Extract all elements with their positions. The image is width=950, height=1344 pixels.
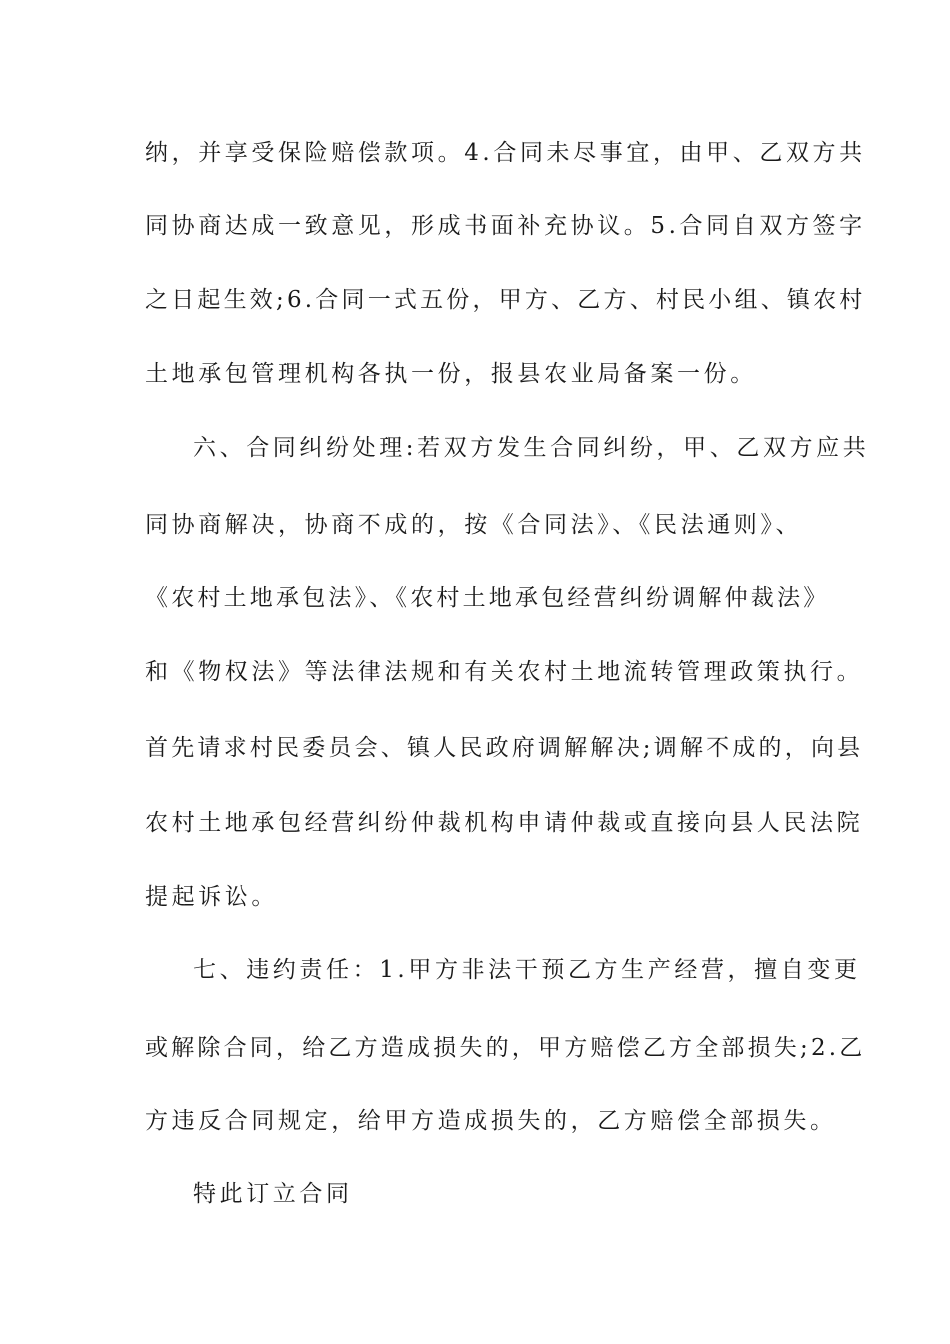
text-line-2: 同协商达成一致意见，形成书面补充协议。5.合同自双方签字 <box>145 213 866 239</box>
text-line-3: 之日起生效;6.合同一式五份，甲方、乙方、村民小组、镇农村 <box>145 287 866 313</box>
text-line-14: 方违反合同规定，给甲方造成损失的，乙方赔偿全部损失。 <box>145 1108 837 1134</box>
text-line-4: 土地承包管理机构各执一份，报县农业局备案一份。 <box>145 361 757 387</box>
text-line-7: 《农村土地承包法》、《农村土地承包经营纠纷调解仲裁法》 <box>145 585 830 611</box>
text-line-5: 六、合同纠纷处理:若双方发生合同纠纷，甲、乙双方应共 <box>193 435 870 461</box>
text-line-10: 农村土地承包经营纠纷仲裁机构申请仲裁或直接向县人民法院 <box>145 810 864 836</box>
text-line-9: 首先请求村民委员会、镇人民政府调解解决;调解不成的，向县 <box>145 735 864 761</box>
text-line-15: 特此订立合同 <box>193 1181 353 1207</box>
text-line-8: 和《物权法》等法律法规和有关农村土地流转管理政策执行。 <box>145 659 864 685</box>
text-line-11: 提起诉讼。 <box>145 884 278 910</box>
text-line-6: 同协商解决，协商不成的，按《合同法》、《民法通则》、 <box>145 512 803 538</box>
text-line-13: 或解除合同，给乙方造成损失的，甲方赔偿乙方全部损失;2.乙 <box>145 1035 866 1061</box>
text-line-12: 七、违约责任：1.甲方非法干预乙方生产经营，擅自变更 <box>193 957 861 983</box>
text-line-1: 纳，并享受保险赔偿款项。4.合同未尽事宜，由甲、乙双方共 <box>145 140 866 166</box>
